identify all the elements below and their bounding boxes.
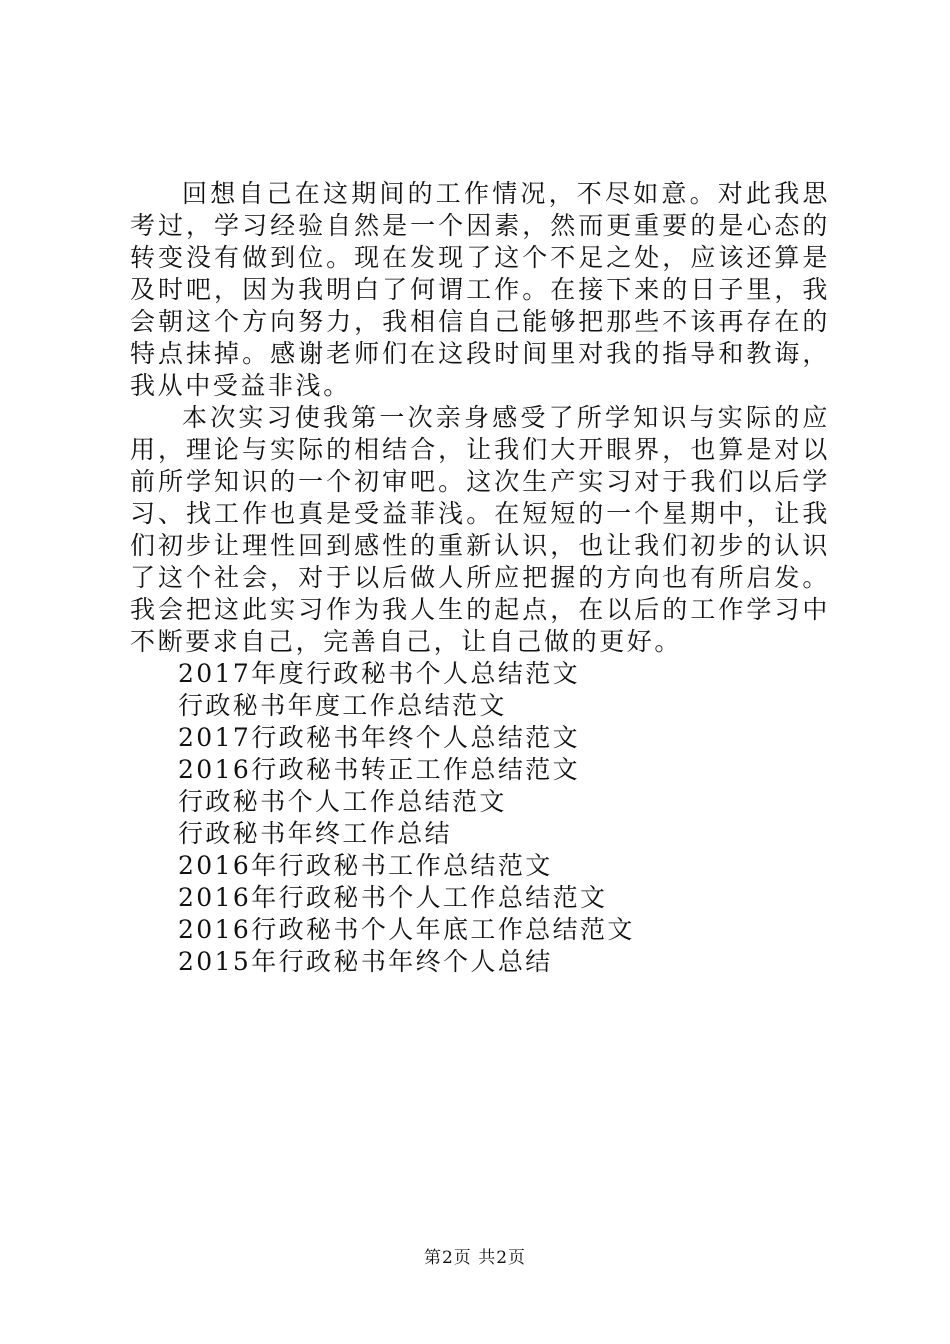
related-article-link[interactable]: 2016年行政秘书工作总结范文 (178, 851, 553, 880)
related-article-link[interactable]: 2016行政秘书转正工作总结范文 (178, 755, 581, 784)
related-article-link[interactable]: 2016年行政秘书个人工作总结范文 (178, 883, 608, 912)
related-article-link[interactable]: 行政秘书个人工作总结范文 (178, 787, 507, 816)
related-article-link[interactable]: 2015年行政秘书年终个人总结 (178, 947, 553, 976)
related-article-link[interactable]: 2017年度行政秘书个人总结范文 (178, 659, 581, 688)
related-article-link[interactable]: 2017行政秘书年终个人总结范文 (178, 723, 581, 752)
related-article-link[interactable]: 行政秘书年度工作总结范文 (178, 691, 507, 720)
paragraph-internship: 本次实习使我第一次亲身感受了所学知识与实际的应用，理论与实际的相结合，让我们大开眼界，也算是对以前所学知识的一个初审吧。这次生产实习对于我们以后学习、找工作也真是受益菲浅。在短短的一个星期中，让我们初步让理性回到感性的重新认识，也让我们初步的认识了这个社会，对于以后做人所应把握的方向也有所启发。我会把这此实习作为我人生的起点，在以后的工作学习中不断要求自己，完善自己，让自己做的更好。 (130, 403, 830, 656)
related-articles-list (130, 658, 830, 978)
document-body (130, 178, 830, 978)
related-article-link[interactable]: 行政秘书年终工作总结 (178, 819, 453, 848)
related-article-link[interactable]: 2016行政秘书个人年底工作总结范文 (178, 915, 635, 944)
page-number-footer: 第2页 共2页 (423, 1248, 527, 1268)
paragraph-reflection: 回想自己在这期间的工作情况，不尽如意。对此我思考过，学习经验自然是一个因素，然而更重要的是心态的转变没有做到位。现在发现了这个不足之处，应该还算是及时吧，因为我明白了何谓工作。在接下来的日子里，我会朝这个方向努力，我相信自己能够把那些不该再存在的特点抹掉。感谢老师们在这段时间里对我的指导和教诲，我从中受益非浅。 (130, 179, 830, 400)
